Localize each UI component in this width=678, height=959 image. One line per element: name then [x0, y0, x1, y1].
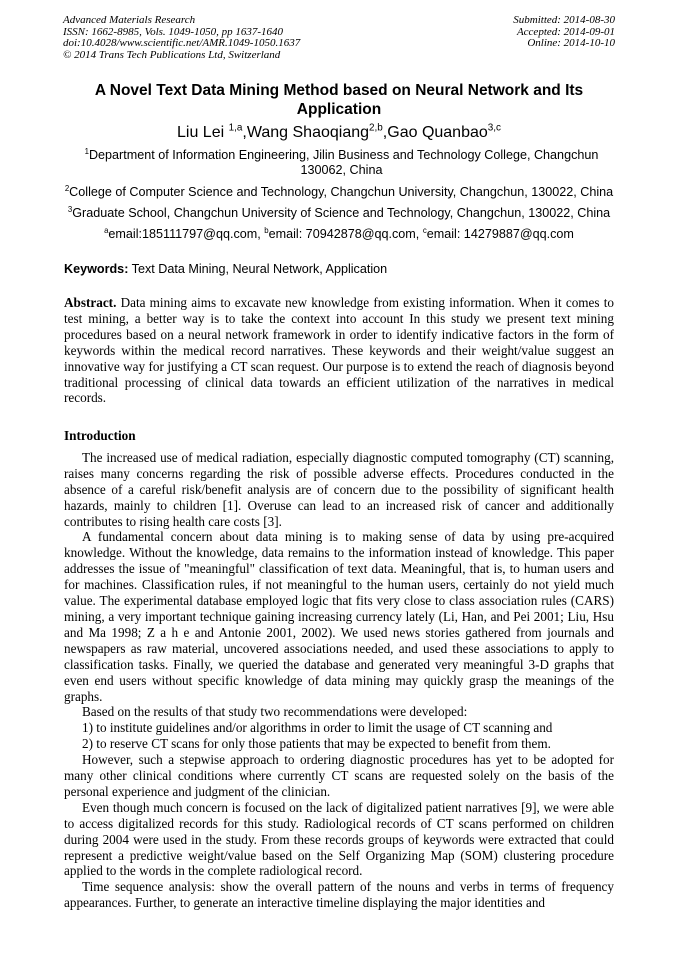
affiliation-text: College of Computer Science and Technology, Changchun University, Changchun, 130022, China: [69, 185, 614, 199]
email: email:185111797@qq.com,: [108, 227, 265, 241]
author-name: Wang Shaoqiang: [246, 124, 370, 141]
affiliation-2: [54, 185, 624, 200]
emails: [54, 227, 624, 242]
author-sup: 1,a: [228, 122, 243, 134]
paper-title: A Novel Text Data Mining Method based on Neural Network and Its Application: [94, 82, 584, 118]
issn: ISSN: 1662-8985, Vols. 1049-1050, pp 1637-1640: [63, 25, 283, 38]
submitted-date: Submitted: 2014-08-30: [513, 14, 615, 26]
paragraph: The increased use of medical radiation, especially diagnostic computed tomography (CT) scanning, raises many concerns regarding the risk of possible adverse effects. Procedures conducted in the absence of a careful risk/benefit analysis are of concern due to the possibility of significant health hazards, mainly to children [1]. Overuse can lead to an increased risk of cancer and additionally contributes to rising health care costs [3].: [64, 449, 614, 529]
email: email: 70942878@qq.com,: [268, 227, 423, 241]
affiliation-sup: 1: [84, 146, 89, 156]
paragraph: Time sequence analysis: show the overall pattern of the nouns and verbs in terms of frequency appearances. Further, to generate an interactive timeline displaying the major identities and: [64, 879, 614, 911]
paragraph: However, such a stepwise approach to ordering diagnostic procedures has yet to be adopted for many other clinical conditions where currently CT scans are requested solely on the basis of the personal experience and judgment of the clinician.: [64, 752, 614, 799]
email-sup: c: [422, 225, 427, 235]
email-sup: b: [264, 225, 269, 235]
affiliation-1: [64, 148, 619, 178]
email-sup: a: [104, 225, 109, 235]
affiliation-sup: 3: [67, 204, 73, 214]
paragraph: Based on the results of that study two recommendations were developed:: [82, 704, 468, 720]
author-name: Liu Lei: [177, 124, 225, 141]
paragraph: A fundamental concern about data mining is to making sense of data by using pre-acquired knowledge. Without the knowledge, data remains to the information instead of knowledge. This paper addresses the issue of "meaningful" classification of text data. Meaningful, that is, to human users and for machines. Classification rules, if not meaningful to the human users, certainly do not yield much value. The experimental database employed logic that fits very close to class association rules (CARS) mining, a very important technique gaining increasing currency lately (Li, Han, and Pei 2001; Liu, Hsu and Ma 1998; Z a h e and Antonie 2001, 2002). We used news stories gathered from journals and newspapers as raw material, uncovered associations needed, and used these associations to apply to classification tasks. Finally, we queried the database and generated very meaningful 3-D graphs that even end users without specific knowledge of data mining may quickly grasp the meanings of the graphs.: [64, 529, 614, 704]
dates-info: [513, 15, 615, 50]
keywords-label: Keywords:: [64, 262, 129, 276]
list-item: 2) to reserve CT scans for only those patients that may be expected to benefit from them.: [82, 736, 551, 752]
abstract: [64, 295, 614, 406]
paragraph: Even though much concern is focused on the lack of digitalized patient narratives [9], we were able to access digitalized records for this study. Radiological records of CT scans performed on children during 2004 were used in the study. From these records groups of keywords were extracted that could represent a predictive weight/value based on the Self Organizing Map (SOM) clustering procedure applied to the words in the complete radiological record.: [64, 799, 614, 879]
affiliation-text: Graduate School, Changchun University of Science and Technology, Changchun, 130022, China: [72, 206, 611, 220]
affiliation-sup: 2: [64, 183, 70, 193]
journal-info: [63, 15, 300, 61]
journal-name: Advanced Materials Research: [63, 14, 196, 26]
affiliation-text: Department of Information Engineering, Jilin Business and Technology College, Changchun 130062, China: [88, 148, 599, 177]
keywords: [64, 262, 387, 276]
abstract-text: Data mining aims to excavate new knowledge from existing information. When it comes to test mining, a better way is to take the context into account In this study we present text mining procedures based on a neural network framework in order to identify indicative factors in the form of keywords within the medical record narratives. These keywords and their weight/value suggest an innovative way for justifying a CT scan request. Our purpose is to extend the reach of diagnosis beyond traditional processing of clinical data towards an efficient utilization of the narratives in medical records.: [64, 295, 614, 406]
copyright: © 2014 Trans Tech Publications Ltd, Switzerland: [63, 48, 281, 61]
online-date: Online: 2014-10-10: [527, 37, 615, 49]
doi: doi:10.4028/www.scientific.net/AMR.1049-1050.1637: [63, 37, 301, 49]
author-name: Gao Quanbao: [387, 124, 488, 141]
author-sup: 2,b: [369, 122, 383, 134]
list-item: 1) to institute guidelines and/or algorithms in order to limit the usage of CT scanning and: [82, 720, 553, 736]
keywords-text: Text Data Mining, Neural Network, Application: [128, 262, 388, 276]
authors: Liu Lei $^{1,a}$,Wang Shaoqiang$^{2,b}$,Gao Quanbao$^{3,c}$: [177, 122, 501, 141]
affiliation-3: [54, 206, 624, 221]
introduction-section: [64, 428, 614, 911]
author-sup: 3,c: [487, 122, 501, 134]
email: email: 14279887@qq.com: [426, 227, 574, 241]
accepted-date: Accepted: 2014-09-01: [516, 25, 615, 38]
section-heading: Introduction: [64, 428, 136, 443]
abstract-label: Abstract.: [64, 295, 117, 310]
